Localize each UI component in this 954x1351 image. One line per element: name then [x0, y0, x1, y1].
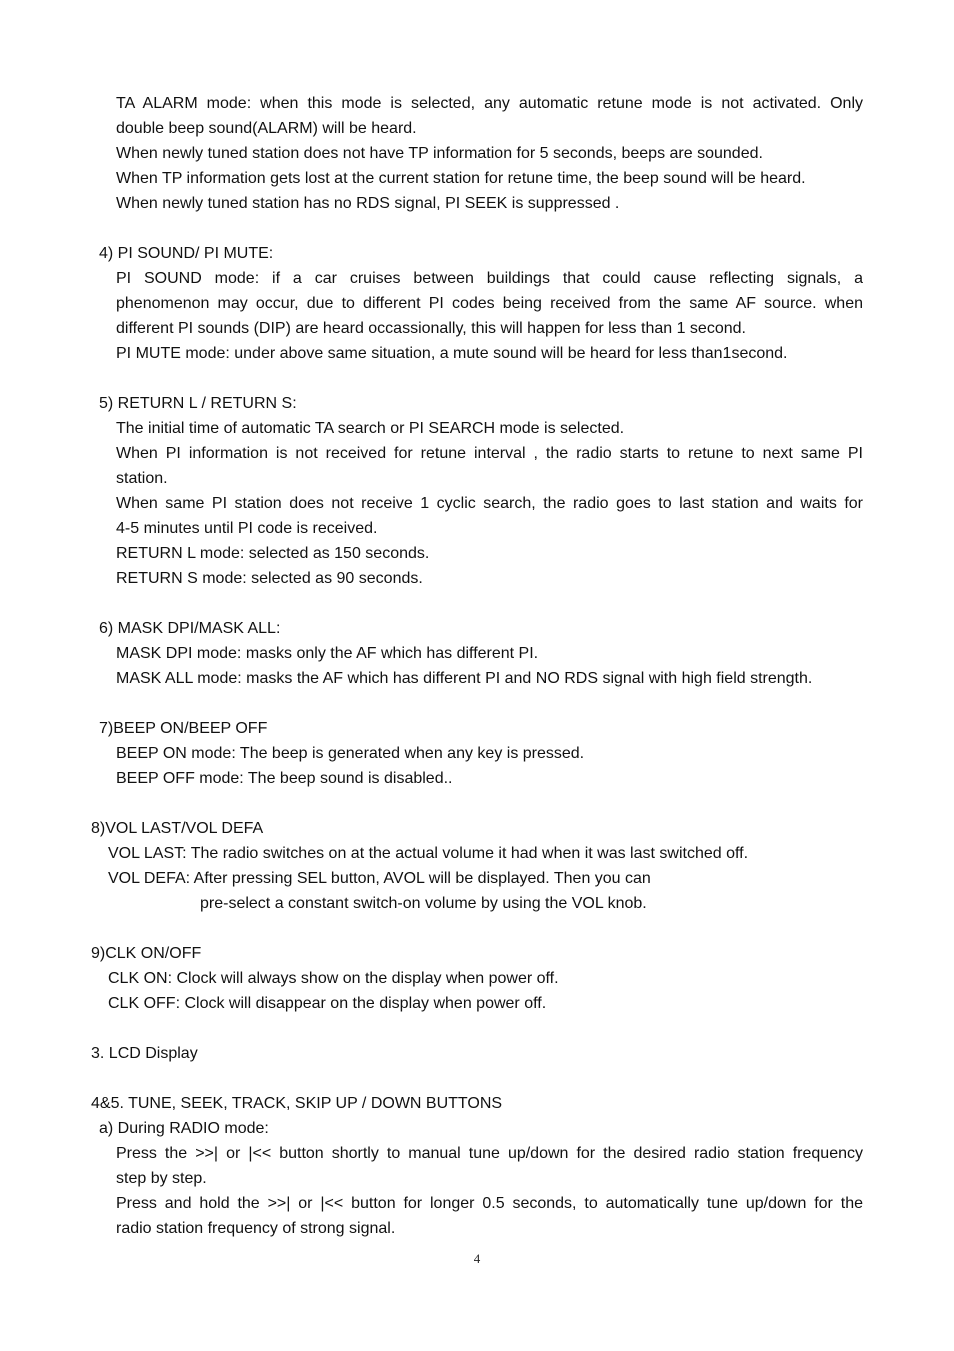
mask-line-2: MASK ALL mode: masks the AF which has different PI and NO RDS signal with high field strength. — [116, 670, 813, 687]
return-line-3: station. — [116, 470, 168, 487]
ta-alarm-line-1: TA ALARM mode: when this mode is selected, any automatic retune mode is not activated. Only — [116, 95, 863, 112]
ta-alarm-line-5: When newly tuned station has no RDS signal, PI SEEK is suppressed . — [116, 195, 620, 212]
return-line-4: When same PI station does not receive 1 cyclic search, the radio goes to last station and waits for — [116, 495, 863, 512]
return-line-6: RETURN L mode: selected as 150 seconds. — [116, 545, 430, 562]
beep-heading: 7)BEEP ON/BEEP OFF — [99, 720, 268, 737]
pi-sound-line-3: different PI sounds (DIP) are heard occassionally, this will happen for less than 1 second. — [116, 320, 746, 337]
tune-heading: 4&5. TUNE, SEEK, TRACK, SKIP UP / DOWN BUTTONS — [91, 1095, 503, 1112]
tune-line-3: Press and hold the >>| or |<< button for longer 0.5 seconds, to automatically tune up/down for the — [116, 1195, 863, 1212]
mask-heading: 6) MASK DPI/MASK ALL: — [99, 620, 281, 637]
tune-line-1: Press the >>| or |<< button shortly to manual tune up/down for the desired radio station frequency — [116, 1145, 863, 1162]
tune-line-4: radio station frequency of strong signal. — [116, 1220, 396, 1237]
return-line-2: When PI information is not received for retune interval , the radio starts to retune to next same PI — [116, 445, 863, 462]
ta-alarm-line-2: double beep sound(ALARM) will be heard. — [116, 120, 417, 137]
clk-heading: 9)CLK ON/OFF — [91, 945, 202, 962]
vol-heading: 8)VOL LAST/VOL DEFA — [91, 820, 264, 837]
pi-sound-line-4: PI MUTE mode: under above same situation, a mute sound will be heard for less than1second. — [116, 345, 788, 362]
tune-subheading: a) During RADIO mode: — [99, 1120, 269, 1137]
ta-alarm-line-4: When TP information gets lost at the current station for retune time, the beep sound will be heard. — [116, 170, 806, 187]
lcd-heading: 3. LCD Display — [91, 1045, 198, 1062]
pi-sound-line-1: PI SOUND mode: if a car cruises between buildings that could cause reflecting signals, a — [116, 270, 863, 287]
clk-line-2: CLK OFF: Clock will disappear on the display when power off. — [108, 995, 547, 1012]
pi-sound-line-2: phenomenon may occur, due to different PI codes being received from the same AF source. when — [116, 295, 863, 312]
page-number: 4 — [473, 1251, 481, 1266]
vol-line-1: VOL LAST: The radio switches on at the actual volume it had when it was last switched off. — [108, 845, 749, 862]
vol-line-3: pre-select a constant switch-on volume by using the VOL knob. — [200, 895, 647, 912]
return-line-7: RETURN S mode: selected as 90 seconds. — [116, 570, 423, 587]
vol-line-2: VOL DEFA: After pressing SEL button, AVOL will be displayed. Then you can — [108, 870, 651, 887]
mask-line-1: MASK DPI mode: masks only the AF which has different PI. — [116, 645, 539, 662]
tune-line-2: step by step. — [116, 1170, 207, 1187]
beep-line-1: BEEP ON mode: The beep is generated when any key is pressed. — [116, 745, 585, 762]
return-heading: 5) RETURN L / RETURN S: — [99, 395, 297, 412]
return-line-1: The initial time of automatic TA search or PI SEARCH mode is selected. — [116, 420, 625, 437]
beep-line-2: BEEP OFF mode: The beep sound is disabled.. — [116, 770, 453, 787]
clk-line-1: CLK ON: Clock will always show on the display when power off. — [108, 970, 559, 987]
return-line-5: 4-5 minutes until PI code is received. — [116, 520, 378, 537]
ta-alarm-line-3: When newly tuned station does not have TP information for 5 seconds, beeps are sounded. — [116, 145, 763, 162]
pi-sound-heading: 4) PI SOUND/ PI MUTE: — [99, 245, 274, 262]
